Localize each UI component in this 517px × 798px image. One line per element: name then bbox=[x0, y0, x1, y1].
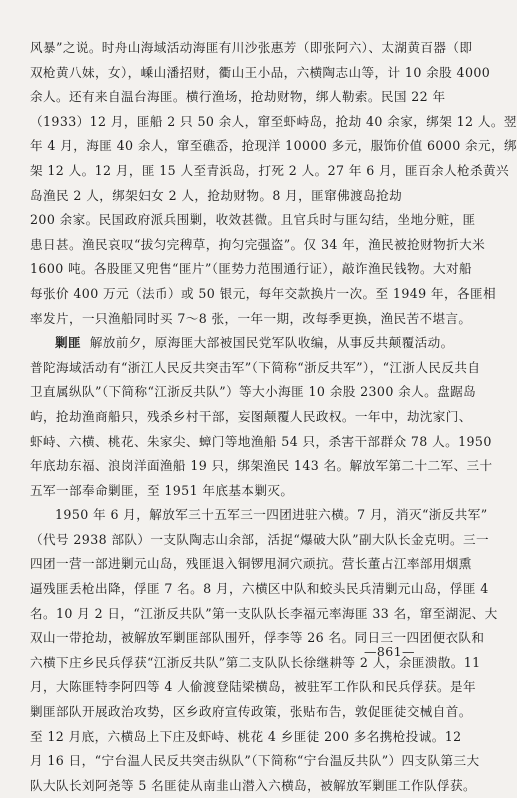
section-bandit-suppression bbox=[30, 331, 493, 503]
text-line: 卫直属纵队”（下简称“江浙反共队”）等大小海匪 10 余股 2300 余人。盘踞岛 bbox=[30, 384, 477, 400]
text-line: 风暴”之说。时舟山海域活动海匪有川沙张惠芳（即张阿六）、太湖黄百器（即 bbox=[30, 40, 473, 55]
text-line: 年底劫东福、浪岗洋面渔船 19 只，绑架渔民 143 名。解放军第二十二军、三十 bbox=[30, 458, 493, 474]
text-line: 四团一营一部进剿元山岛，残匪退入铜锣甩洞穴顽抗。营长董占江率部用烟熏 bbox=[30, 556, 472, 572]
section-heading: 剿匪 bbox=[55, 335, 81, 351]
text-line: 每张价 400 万元（法币）或 50 银元，每年交款换片一次。至 1949 年，各匪相 bbox=[30, 285, 496, 301]
text-line: 普陀海域活动有“浙江人民反共突击军”（下简称“浙反共军”），“江浙人民反共自 bbox=[30, 359, 481, 375]
text-line: 余人。还有来自温台海匪。横行渔场，抢劫财物，绑人勒索。民国 22 年 bbox=[30, 89, 446, 105]
text-line: 1950 年 6 月，解放军三十五军三一四团进驻六横。7 月，消灭“浙反共军” bbox=[55, 507, 488, 523]
text-line: 虾峙、六横、桃花、朱家尖、蟑门等地渔船 54 只，杀害干部群众 78 人。1950 bbox=[30, 433, 492, 449]
text-line: 月 16 日，“宁台温人民反共突击纵队”（下简称“宁台温反共队”）四支队第三大 bbox=[30, 753, 480, 769]
text-line: 患日甚。渔民哀叹“拔匀完稗草，拘匀完强盗”。仅 34 年，渔民被抢财物折大米 bbox=[30, 236, 486, 252]
text-line: （代号 2938 部队）一支队陶志山余部，活捉“爆破大队”副大队长金克明。三一 bbox=[30, 531, 489, 547]
text-line: 率发片，一只渔船同时买 7～8 张，一年一期，改每季更换，渔民苦不堪言。 bbox=[30, 310, 472, 326]
text-line: 双山一带抢劫，被解放军剿匪部队围歼，俘李等 26 名。同日三一四团便衣队和 bbox=[30, 630, 485, 646]
text-line: 双枪黄八妹，女），嵊山潘招财，衢山王小品，六横陶志山等，计 10 余股 4000 bbox=[30, 64, 491, 80]
text-line: 解放前夕，原海匪大部被国民党军队收编，从事反共颠覆活动。 bbox=[89, 335, 454, 351]
section-first-line bbox=[30, 331, 454, 356]
text-line: 岛渔民 2 人，绑架妇女 2 人，抢劫财物。8 月，匪窜佛渡岛抢劫 bbox=[30, 187, 403, 203]
text-line: （1933）12 月，匪船 2 只 50 余人，窜至虾峙岛，抢劫 40 余家，绑架 12 人。翌 bbox=[30, 113, 517, 129]
paragraph-bandits bbox=[30, 36, 517, 331]
document-page bbox=[30, 36, 517, 798]
text-line: 逼残匪丢枪出降，俘匪 7 名。8 月，六横区中队和蛟头民兵清剿元山岛，俘匪 4 bbox=[30, 581, 489, 597]
text-line: 队大队长刘阿尧等 5 名匪徒从南韭山潜入六横岛，被解放军剿匪工作队俘获。 bbox=[30, 777, 477, 793]
text-line: 架 12 人。12 月，匪 15 人至青浜岛，打死 2 人。27 年 6 月，匪百余人枪杀黄兴 bbox=[30, 162, 509, 178]
text-line: 至 12 月底，六横岛上下庄及虾峙、桃花 4 乡匪徒 200 多名携枪投诚。12 bbox=[30, 728, 462, 744]
text-line: 屿，抢劫渔商船只，残杀乡村干部，妄图颠覆人民政权。一年中，劫沈家门、 bbox=[30, 408, 472, 424]
text-line: 月，大陈匪特李阿四等 4 人偷渡登陆梁横岛，被驻军工作队和民兵俘获。是年 bbox=[30, 679, 477, 695]
text-line: 1600 吨。各股匪又兜售“匪片”（匪势力范围通行证），敲诈渔民钱物。大对船 bbox=[30, 261, 472, 277]
text-line: 200 余家。民国政府派兵围剿，收效甚微。且官兵时与匪勾结，坐地分赃，匪 bbox=[30, 212, 476, 228]
text-line: 名。10 月 2 日，“江浙反共队”第一支队队长李福元率海匪 33 名，窜至湖泥、大 bbox=[30, 605, 498, 621]
text-line: 五军一部奉命剿匪，至 1951 年底基本剿灭。 bbox=[30, 482, 294, 498]
text-line: 剿匪部队开展政治攻势，区乡政府宣传政策，张贴布告，敦促匪徒交械自首。 bbox=[30, 704, 472, 720]
text-line: 六横下庄乡民兵俘获“江浙反共队”第二支队队长徐继耕等 2 人，余匪溃散。11 bbox=[30, 654, 481, 670]
page-number: —861— bbox=[364, 644, 415, 659]
text-line: 年 4 月，海匪 40 余人，窜至礁岙，抢现洋 10000 多元，服饰价值 6000 余元，绑 bbox=[30, 138, 517, 154]
